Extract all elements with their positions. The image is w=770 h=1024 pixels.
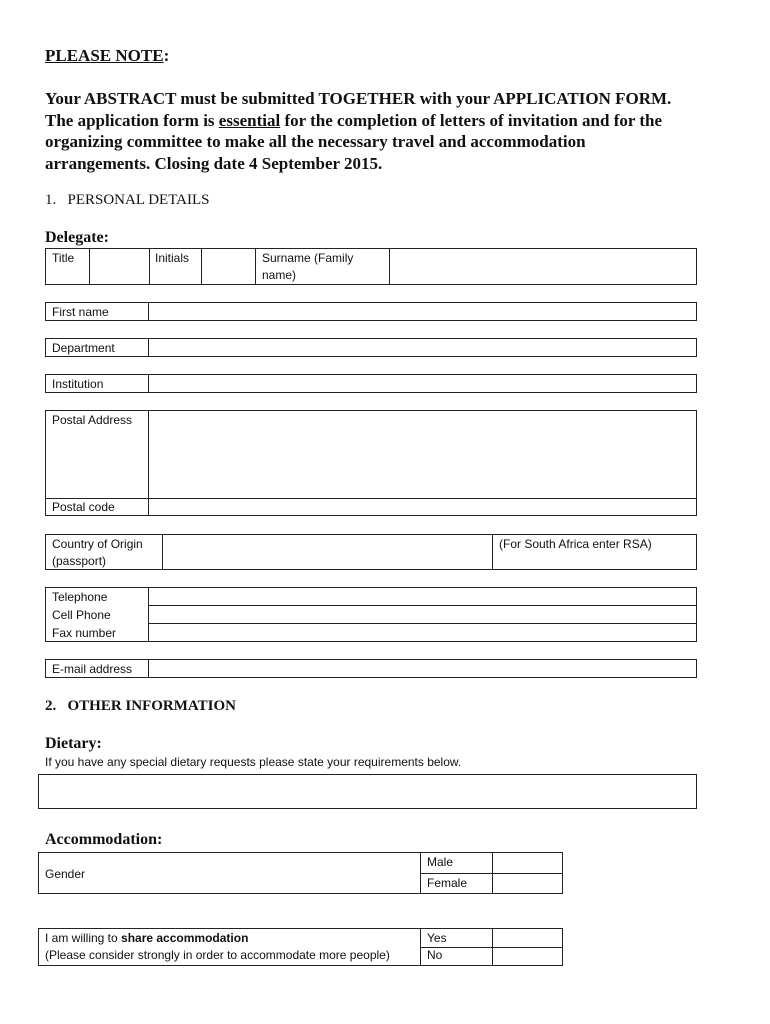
note-line-2: The application form is essential for the completion of letters of invitation and for the <box>45 110 663 130</box>
gender-table <box>38 852 563 894</box>
accommodation-heading: Accommodation: <box>45 831 163 848</box>
share-options <box>420 929 492 965</box>
yes-label: Yes <box>427 931 447 945</box>
share-accommodation-label: I am willing to share accommodation <box>45 931 249 945</box>
phone-inputs <box>148 588 696 641</box>
surname-cell <box>255 249 389 284</box>
postal-block <box>45 410 697 516</box>
share-accommodation-table <box>38 928 563 966</box>
note-line-1: Your ABSTRACT must be submitted TOGETHER with your APPLICATION FORM. <box>45 89 672 108</box>
cell-phone-input[interactable] <box>149 606 696 623</box>
country-label-line-2: (passport) <box>52 554 107 568</box>
male-label: Male <box>427 855 454 869</box>
section-personal-details-title: 1. PERSONAL DETAILS <box>45 192 210 208</box>
title-input[interactable] <box>89 249 149 284</box>
gender-checkboxes <box>492 853 562 893</box>
institution-row <box>45 374 697 393</box>
name-row <box>45 248 697 285</box>
note-line-4: arrangements. Closing date 4 September 2015. <box>45 153 383 173</box>
postal-address-label: Postal Address <box>52 413 133 427</box>
delegate-heading: Delegate: <box>45 229 109 246</box>
note-paragraph <box>45 88 735 174</box>
country-input[interactable] <box>162 535 492 569</box>
postal-code-input[interactable] <box>148 498 696 515</box>
gender-options <box>420 853 492 893</box>
surname-input[interactable] <box>389 249 696 284</box>
dietary-heading: Dietary: <box>45 735 102 752</box>
title-label: Title <box>52 251 75 265</box>
email-label: E-mail address <box>52 662 133 676</box>
cell-phone-label: Cell Phone <box>52 608 111 622</box>
department-row <box>45 338 697 357</box>
telephone-input[interactable] <box>149 588 696 605</box>
first-name-row <box>45 302 697 321</box>
initials-cell <box>149 249 201 284</box>
yes-checkbox[interactable] <box>493 929 562 947</box>
initials-label: Initials <box>155 251 190 265</box>
female-checkbox[interactable] <box>493 874 562 894</box>
email-row <box>45 659 697 678</box>
male-checkbox[interactable] <box>493 853 562 873</box>
note-heading: PLEASE NOTE: <box>45 46 170 65</box>
note-line-3: organizing committee to make all the necessary travel and accommodation <box>45 132 586 151</box>
institution-input[interactable] <box>148 375 696 392</box>
fax-label: Fax number <box>52 626 117 640</box>
first-name-label: First name <box>52 305 109 319</box>
email-input[interactable] <box>148 660 696 677</box>
fax-input[interactable] <box>149 624 696 641</box>
first-name-input[interactable] <box>148 303 696 320</box>
no-checkbox[interactable] <box>493 948 562 965</box>
no-label: No <box>427 948 443 962</box>
postal-address-input[interactable] <box>148 411 696 498</box>
telephone-label: Telephone <box>52 590 108 604</box>
gender-label: Gender <box>45 867 86 881</box>
share-accommodation-note: (Please consider strongly in order to accommodate more people) <box>45 948 390 962</box>
country-row <box>45 534 697 570</box>
share-checkboxes <box>492 929 562 965</box>
section-other-info-title: 2. OTHER INFORMATION <box>45 698 236 714</box>
dietary-input[interactable] <box>38 774 697 809</box>
department-input[interactable] <box>148 339 696 356</box>
postal-code-label: Postal code <box>52 500 115 514</box>
female-label: Female <box>427 876 468 890</box>
country-note: (For South Africa enter RSA) <box>499 537 652 551</box>
phone-block <box>45 587 697 642</box>
department-label: Department <box>52 341 115 355</box>
country-note-cell <box>492 535 696 569</box>
institution-label: Institution <box>52 377 104 391</box>
dietary-instructions: If you have any special dietary requests please state your requirements below. <box>45 755 462 769</box>
surname-label-line-1: Surname (Family <box>262 251 354 265</box>
surname-label-line-2: name) <box>262 268 297 282</box>
initials-input[interactable] <box>201 249 255 284</box>
country-label-line-1: Country of Origin <box>52 537 143 551</box>
